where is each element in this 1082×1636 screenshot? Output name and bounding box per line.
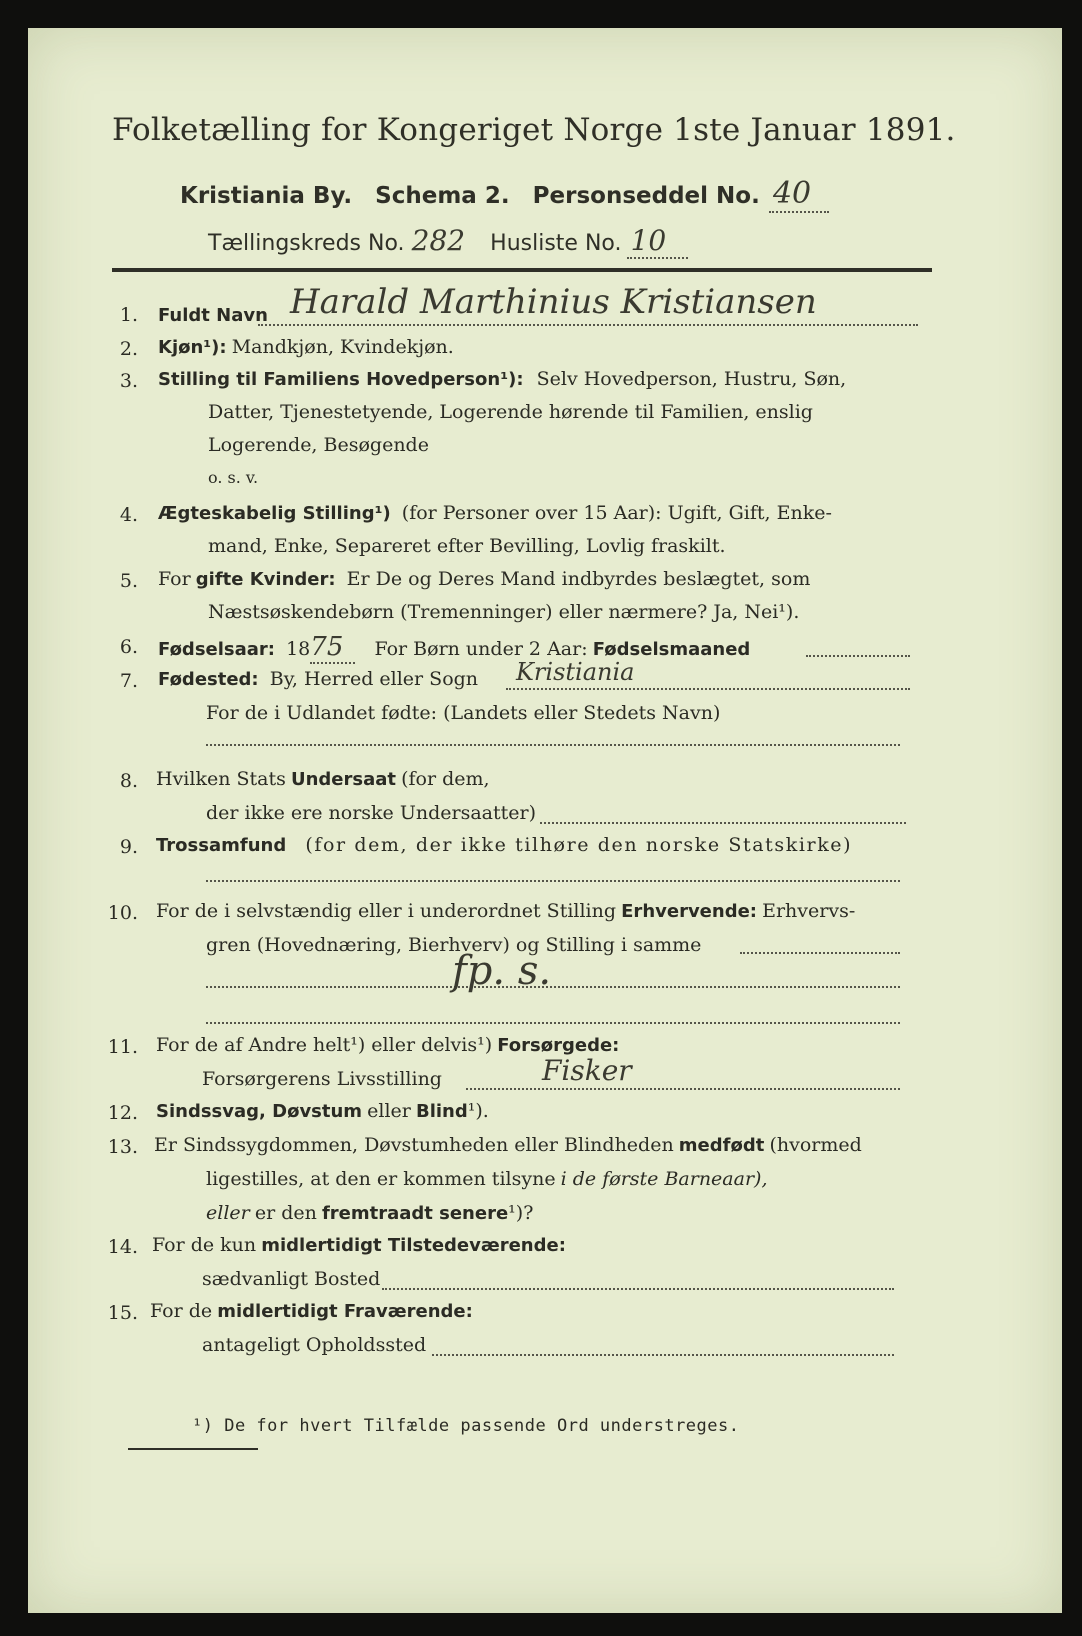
q7-answer-line [506, 688, 910, 690]
q10-line-2 [206, 986, 900, 988]
q1-label: Fuldt Navn [158, 305, 268, 326]
q4-options-1: (for Personer over 15 Aar): Ugift, Gift, Enke- [401, 502, 832, 524]
q6-infant-text: For Børn under 2 Aar: [374, 638, 588, 660]
q6-label: Fødselsaar: [158, 639, 275, 660]
q13-number: 13. [107, 1136, 138, 1158]
q8-number: 8. [119, 770, 138, 792]
q3-options-1: Selv Hovedperson, Hustru, Søn, [536, 368, 847, 390]
q3-number: 3. [119, 370, 138, 392]
q3-options-3: Logerende, Besøgende [208, 434, 429, 456]
q6-label-2: Fødselsmaaned [592, 639, 751, 660]
q2-label: Kjøn¹): [158, 337, 227, 358]
q11-text-a: For de af Andre helt¹) eller delvis¹) [156, 1034, 493, 1056]
q13-text-3d: ¹)? [508, 1202, 534, 1224]
q5-row-1 [158, 568, 810, 590]
q15-answer-line [432, 1354, 894, 1356]
q10-text-c: Erhvervs- [762, 900, 856, 922]
q10-line-1 [740, 952, 900, 954]
q10-answer: fp. s. [452, 948, 552, 994]
q7-row-1 [158, 668, 478, 690]
q5-label-b: gifte Kvinder: [195, 569, 336, 590]
q12-tail: ¹). [467, 1100, 489, 1122]
q7-number: 7. [119, 670, 138, 692]
q1-answer-line [258, 324, 918, 326]
q14-answer-line [382, 1288, 894, 1290]
footnote: ¹) De for hvert Tilfælde passende Ord understreges. [192, 1416, 740, 1436]
q14-label: midlertidigt Tilstedeværende: [261, 1235, 566, 1256]
q14-row-1 [152, 1234, 566, 1256]
q9-label: Trossamfund [156, 835, 287, 856]
q3-row-1 [158, 368, 846, 390]
q11-label: Forsørgede: [497, 1035, 620, 1056]
q10-text-2: gren (Hovednæring, Bierhverv) og Stilling i samme [206, 934, 702, 956]
q12-mid: eller [367, 1100, 411, 1122]
q10-text-a: For de i selvstændig eller i underordnet Stilling [156, 900, 617, 922]
q13-row-3 [206, 1202, 533, 1224]
header-line-3 [208, 224, 688, 257]
q13-text-2b: i de første Barneaar), [560, 1168, 768, 1190]
q15-row-1 [150, 1300, 473, 1322]
q8-answer-line [540, 822, 906, 824]
q6-number: 6. [119, 636, 138, 658]
q10-line-3 [206, 1022, 900, 1024]
q2-options: Mandkjøn, Kvindekjøn. [231, 336, 454, 358]
q2-number: 2. [119, 338, 138, 360]
q9-row [156, 834, 852, 856]
q11-text-2: Forsørgerens Livsstilling [202, 1068, 442, 1090]
q12-row [156, 1100, 489, 1122]
taellingskreds-number: 282 [411, 224, 466, 257]
q15-number: 15. [107, 1302, 138, 1324]
footnote-rule [128, 1448, 258, 1450]
q12-label-2: Blind [415, 1101, 468, 1122]
q5-question-1: Er De og Deres Mand indbyrdes beslægtet, som [346, 568, 811, 590]
city-label: Kristiania By. [180, 183, 353, 209]
q14-text-a: For de kun [152, 1234, 257, 1256]
q3-label: Stilling til Familiens Hovedperson¹): [158, 369, 524, 390]
q13-text-c: (hvormed [769, 1134, 862, 1156]
q11-answer-line [466, 1088, 900, 1090]
q13-text-3b: er den [254, 1202, 317, 1224]
q14-text-2: sædvanligt Bosted [202, 1268, 381, 1290]
form-title: Folketælling for Kongeriget Norge 1ste Januar 1891. [112, 112, 956, 148]
q8-text-2: der ikke ere norske Undersaatter) [206, 802, 536, 824]
q5-question-2: Næstsøskendebørn (Tremenninger) eller nærmere? Ja, Nei¹). [208, 601, 800, 623]
q9-text: (for dem, der ikke tilhøre den norske Statskirke) [305, 834, 853, 856]
q13-text-3a: eller [206, 1202, 250, 1224]
q7-foreign-text: For de i Udlandet fødte: (Landets eller Stedets Navn) [206, 702, 721, 724]
q12-number: 12. [107, 1102, 138, 1124]
taellingskreds-label: Tællingskreds No. [208, 231, 405, 256]
q8-text-a: Hvilken Stats [156, 768, 286, 790]
q9-answer-line [206, 880, 900, 882]
q4-row-1 [158, 502, 832, 524]
q11-number: 11. [107, 1036, 138, 1058]
census-form-page [28, 28, 1062, 1613]
q15-label: midlertidigt Fraværende: [217, 1301, 473, 1322]
q15-text-2: antageligt Opholdssted [202, 1334, 427, 1356]
q4-number: 4. [119, 504, 138, 526]
q4-options-2: mand, Enke, Separeret efter Bevilling, Lovlig fraskilt. [208, 535, 726, 557]
q9-number: 9. [119, 836, 138, 858]
q13-row-1 [154, 1134, 862, 1156]
q7-label: Fødested: [158, 669, 259, 690]
q13-text-a: Er Sindssygdommen, Døvstumheden eller Blindheden [154, 1134, 674, 1156]
husliste-number: 10 [627, 224, 689, 259]
q2-row [158, 336, 454, 358]
q7-text: By, Herred eller Sogn [269, 668, 479, 690]
q10-label: Erhvervende: [621, 901, 757, 922]
q3-options-4: o. s. v. [208, 468, 259, 487]
q6-row [158, 632, 750, 662]
q1-answer-name: Harald Marthinius Kristiansen [290, 282, 817, 322]
q14-number: 14. [107, 1236, 138, 1258]
personseddel-number: 40 [769, 176, 829, 213]
q6-month-line [806, 655, 910, 657]
q13-label-2: fremtraadt senere [321, 1203, 509, 1224]
q13-row-2 [206, 1168, 768, 1190]
q13-label: medfødt [678, 1135, 765, 1156]
q1-number: 1. [119, 304, 138, 326]
q6-prefix: 18 [286, 638, 311, 660]
header-line-2 [180, 176, 829, 211]
q5-number: 5. [119, 570, 138, 592]
q8-label: Undersaat [290, 769, 396, 790]
q7-foreign-line [206, 744, 900, 746]
q11-row-1 [156, 1034, 619, 1056]
q5-label-a: For [158, 568, 191, 590]
q6-answer-year: 75 [310, 632, 355, 664]
q7-answer-place: Kristiania [516, 658, 635, 686]
q13-text-2a: ligestilles, at den er kommen tilsyne [206, 1168, 556, 1190]
q8-text-c: (for dem, [401, 768, 490, 790]
schema-label: Schema 2. [375, 183, 510, 209]
q4-label: Ægteskabelig Stilling¹) [158, 503, 391, 524]
personseddel-label: Personseddel No. [532, 183, 760, 209]
q8-row-1 [156, 768, 490, 790]
q10-number: 10. [107, 902, 138, 924]
q10-row-1 [156, 900, 855, 922]
q12-label: Sindssvag, Døvstum [156, 1101, 363, 1122]
husliste-label: Husliste No. [490, 231, 622, 256]
q3-options-2: Datter, Tjenestetyende, Logerende hørende til Familien, enslig [208, 401, 813, 423]
q15-text-a: For de [150, 1300, 213, 1322]
header-rule [112, 268, 932, 272]
q11-answer: Fisker [542, 1054, 632, 1087]
